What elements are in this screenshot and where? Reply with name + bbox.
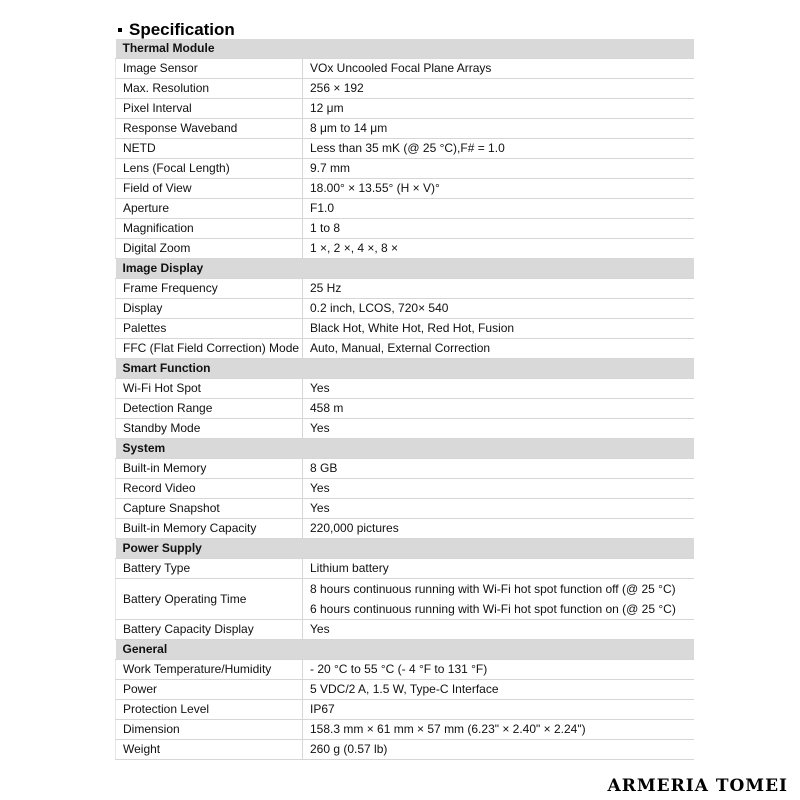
spec-value <box>303 740 694 760</box>
spec-value-line: Yes <box>310 501 330 515</box>
spec-value <box>303 279 694 299</box>
spec-value <box>303 479 694 499</box>
spec-value <box>303 319 694 339</box>
spec-value-line: 6 hours continuous running with Wi-Fi hot spot function on (@ 25 °C) <box>310 602 676 616</box>
section-header <box>116 359 694 379</box>
section-title: Image Display <box>116 259 694 279</box>
spec-value <box>303 499 694 519</box>
table-row <box>116 99 694 119</box>
spec-value <box>303 399 694 419</box>
spec-label: Battery Capacity Display <box>116 620 303 640</box>
table-row <box>116 519 694 539</box>
spec-label: Field of View <box>116 179 303 199</box>
table-row <box>116 139 694 159</box>
spec-value-line: 8 μm to 14 μm <box>310 121 388 135</box>
spec-label: Display <box>116 299 303 319</box>
spec-value-line: - 20 °C to 55 °C (- 4 °F to 131 °F) <box>310 662 488 676</box>
table-row <box>116 379 694 399</box>
table-row <box>116 660 694 680</box>
spec-value-line: F1.0 <box>310 201 335 215</box>
spec-label: Work Temperature/Humidity <box>116 660 303 680</box>
section-header <box>116 640 694 660</box>
table-row <box>116 319 694 339</box>
spec-value <box>303 139 694 159</box>
spec-label: Palettes <box>116 319 303 339</box>
spec-label: Aperture <box>116 199 303 219</box>
spec-label: Power <box>116 680 303 700</box>
spec-value-line: Lithium battery <box>310 561 389 575</box>
spec-value <box>303 379 694 399</box>
spec-value-line: VOx Uncooled Focal Plane Arrays <box>310 61 492 75</box>
spec-label: Standby Mode <box>116 419 303 439</box>
table-row <box>116 399 694 419</box>
spec-value-line: 0.2 inch, LCOS, 720× 540 <box>310 301 449 315</box>
spec-value-line: 8 GB <box>310 461 338 475</box>
table-row <box>116 59 694 79</box>
spec-value-line: 9.7 mm <box>310 161 351 175</box>
spec-value-line: 260 g (0.57 lb) <box>310 742 388 756</box>
section-header <box>116 539 694 559</box>
table-row <box>116 159 694 179</box>
section-header <box>116 439 694 459</box>
section-title: Thermal Module <box>116 39 694 59</box>
spec-label: Max. Resolution <box>116 79 303 99</box>
spec-label: Pixel Interval <box>116 99 303 119</box>
spec-value <box>303 159 694 179</box>
spec-value-line: 256 × 192 <box>310 81 364 95</box>
spec-value-line: Less than 35 mK (@ 25 °C),F# = 1.0 <box>310 141 505 155</box>
spec-value-line: Auto, Manual, External Correction <box>310 341 491 355</box>
spec-value <box>303 99 694 119</box>
spec-value <box>303 419 694 439</box>
spec-label: NETD <box>116 139 303 159</box>
section-title: System <box>116 439 694 459</box>
table-row <box>116 459 694 479</box>
spec-label: Built-in Memory <box>116 459 303 479</box>
spec-label: Built-in Memory Capacity <box>116 519 303 539</box>
section-title: General <box>116 640 694 660</box>
spec-value <box>303 339 694 359</box>
table-row <box>116 339 694 359</box>
spec-value-line: IP67 <box>310 702 335 716</box>
table-row <box>116 559 694 579</box>
spec-value <box>303 199 694 219</box>
spec-value-line: Yes <box>310 421 330 435</box>
table-row <box>116 579 694 620</box>
table-row <box>116 199 694 219</box>
spec-value <box>303 79 694 99</box>
spec-label: Dimension <box>116 720 303 740</box>
spec-value-line: Yes <box>310 481 330 495</box>
table-row <box>116 79 694 99</box>
spec-value-line: 18.00° × 13.55° (H × V)° <box>310 181 440 195</box>
spec-value <box>303 519 694 539</box>
table-row <box>116 620 694 640</box>
spec-value <box>303 239 694 259</box>
spec-value <box>303 700 694 720</box>
table-row <box>116 219 694 239</box>
spec-label: Digital Zoom <box>116 239 303 259</box>
spec-value-line: Yes <box>310 622 330 636</box>
spec-value-line: 5 VDC/2 A, 1.5 W, Type-C Interface <box>310 682 499 696</box>
table-row <box>116 499 694 519</box>
spec-label: FFC (Flat Field Correction) Mode <box>116 339 303 359</box>
spec-value-line: 8 hours continuous running with Wi-Fi hot spot function off (@ 25 °C) <box>310 582 676 596</box>
spec-label: Response Waveband <box>116 119 303 139</box>
spec-value <box>303 119 694 139</box>
table-row <box>116 700 694 720</box>
spec-value <box>303 299 694 319</box>
spec-value-line: Black Hot, White Hot, Red Hot, Fusion <box>310 321 515 335</box>
section-title: Power Supply <box>116 539 694 559</box>
spec-label: Detection Range <box>116 399 303 419</box>
spec-label: Protection Level <box>116 700 303 720</box>
spec-value <box>303 59 694 79</box>
spec-label: Record Video <box>116 479 303 499</box>
spec-value-line: 158.3 mm × 61 mm × 57 mm (6.23" × 2.40" × 2.24") <box>310 722 586 736</box>
spec-value-line: 1 to 8 <box>310 221 341 235</box>
spec-value <box>303 179 694 199</box>
spec-label: Battery Operating Time <box>116 579 303 620</box>
spec-value-line: Yes <box>310 381 330 395</box>
table-row <box>116 179 694 199</box>
spec-value <box>303 680 694 700</box>
spec-value-line: 12 μm <box>310 101 344 115</box>
spec-label: Weight <box>116 740 303 760</box>
spec-label: Wi-Fi Hot Spot <box>116 379 303 399</box>
watermark: ARMERIA TOMEI <box>607 776 788 796</box>
spec-value <box>303 660 694 680</box>
table-row <box>116 299 694 319</box>
spec-value-line: 220,000 pictures <box>310 521 399 535</box>
table-row <box>116 279 694 299</box>
spec-value <box>303 620 694 640</box>
spec-value <box>303 459 694 479</box>
table-row <box>116 419 694 439</box>
specification-table <box>115 39 694 760</box>
section-header <box>116 259 694 279</box>
spec-label: Battery Type <box>116 559 303 579</box>
spec-value <box>303 720 694 740</box>
section-title: Smart Function <box>116 359 694 379</box>
spec-label: Lens (Focal Length) <box>116 159 303 179</box>
spec-label: Capture Snapshot <box>116 499 303 519</box>
table-row <box>116 239 694 259</box>
section-header <box>116 39 694 59</box>
spec-value <box>303 559 694 579</box>
spec-value <box>303 219 694 239</box>
table-row <box>116 740 694 760</box>
spec-label: Magnification <box>116 219 303 239</box>
table-row <box>116 119 694 139</box>
spec-value-line: 25 Hz <box>310 281 342 295</box>
bullet-icon <box>118 28 122 32</box>
spec-label: Image Sensor <box>116 59 303 79</box>
spec-value-line: 1 ×, 2 ×, 4 ×, 8 × <box>310 241 399 255</box>
spec-label: Frame Frequency <box>116 279 303 299</box>
table-row <box>116 720 694 740</box>
spec-value-line: 458 m <box>310 401 344 415</box>
table-row <box>116 479 694 499</box>
spec-value <box>303 579 694 620</box>
page-title-text: Specification <box>129 20 235 39</box>
table-row <box>116 680 694 700</box>
